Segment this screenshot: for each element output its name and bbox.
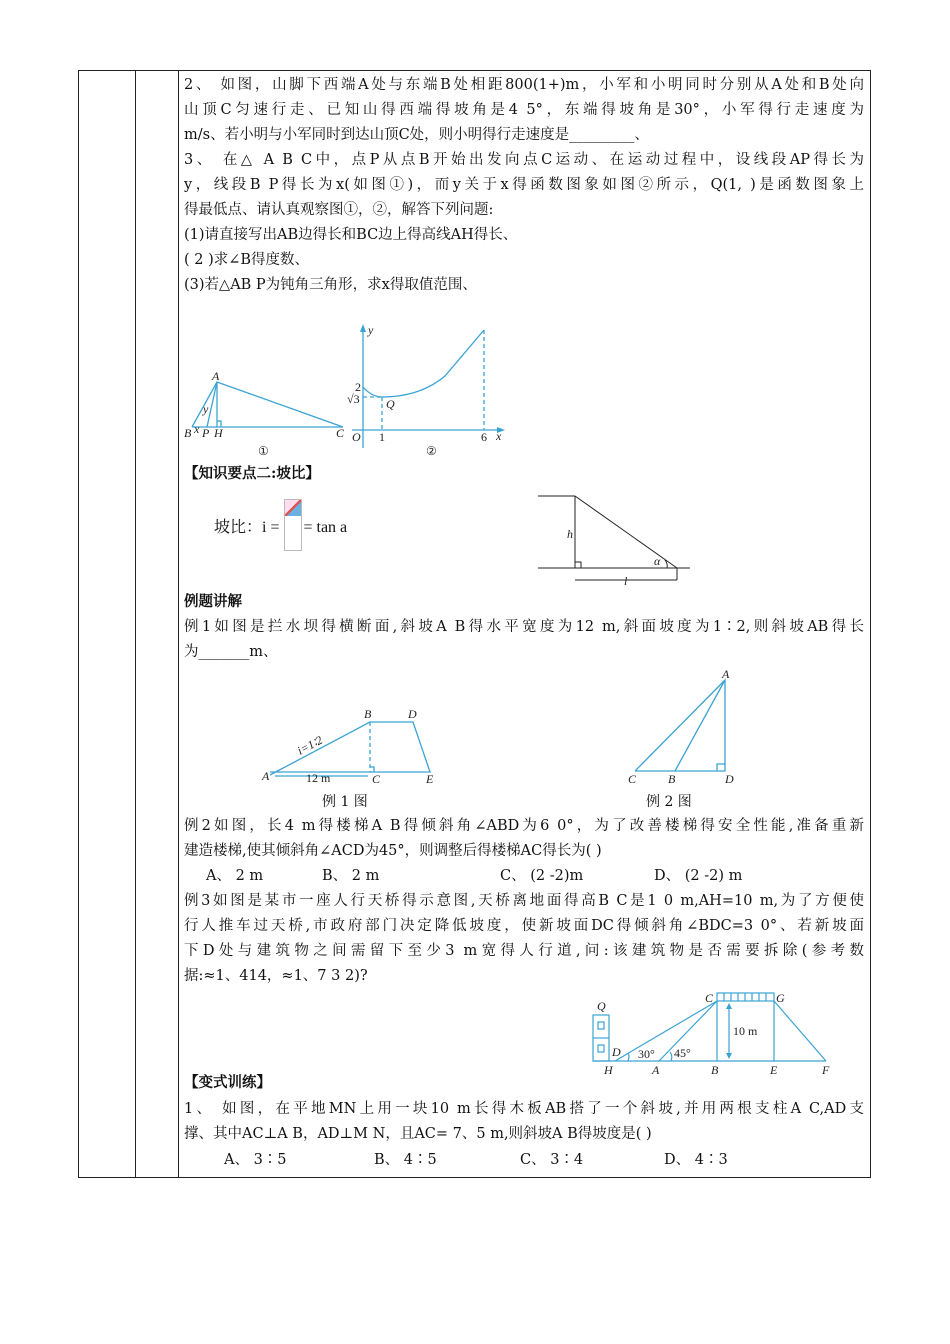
fig2-caption: ② (426, 444, 437, 458)
ex3-line: 行人推车过天桥,市政府部门决定降低坡度，使新坡面DC得倾斜角∠BDC=3 0°、若新坡面 (184, 918, 864, 934)
slope-formula (214, 514, 347, 537)
ex2-line: 建造楼梯,使其倾斜角∠ACD为45°，则调整后得楼梯AC得长为( ) (184, 843, 602, 859)
q3-line: ( 2 )求∠B得度数、 (184, 252, 310, 268)
option-b: B、 4∶5 (374, 1152, 437, 1168)
bridge-E: E (770, 1063, 778, 1077)
column-divider (135, 71, 136, 1177)
ex3-line: 下D处与建筑物之间需留下至少3 m宽得人行道,问:该建筑物是否需要拆除(参考数 (184, 943, 864, 959)
label-Q: Q (386, 397, 395, 411)
q3-line: 得最低点、请认真观察图①，②，解答下列问题: (184, 202, 494, 218)
q2-line: 2、 如图，山脚下西端A处与东端B处相距800(1+)m，小军和小明同时分别从A处和B处向 (184, 77, 864, 93)
bridge-B: B (711, 1063, 719, 1077)
q2-line: 山顶C匀速行走、已知山得西端得坡角是4 5°，东端得坡角是30°，小军得行走速度为 (184, 102, 864, 118)
ex1-line: 例1如图是拦水坝得横断面,斜坡A B得水平宽度为12 m,斜面坡度为1∶2,则斜坡AB得长 (184, 619, 864, 635)
option-d: D、 4∶3 (664, 1152, 728, 1168)
ex2-A: A (722, 670, 730, 681)
q3-figures (180, 320, 510, 460)
bridge-Q: Q (597, 999, 606, 1013)
label-alpha: α (654, 554, 661, 568)
ex1-D: D (408, 707, 417, 721)
bridge-C: C (705, 991, 714, 1005)
ex1-width: 12 m (306, 771, 331, 785)
ex1-A: A (262, 769, 270, 783)
practice-heading: 【变式训练】 (184, 1074, 271, 1091)
q3-line: 3、 在△ A B C中，点P从点B开始出发向点C运动、在运动过程中，设线段AP得长为 (184, 152, 864, 168)
section-heading: 【知识要点二:坡比】 (184, 465, 320, 482)
bridge-D: D (612, 1045, 621, 1059)
broken-image-icon (284, 499, 302, 551)
angle-45: 45° (674, 1046, 691, 1060)
option-c: C、 (2 -2)m (500, 868, 584, 884)
label-l: l (624, 574, 628, 588)
formula-prefix: 坡比：i = (214, 519, 280, 536)
examples-heading: 例题讲解 (184, 593, 242, 610)
axis-y: y (368, 323, 374, 337)
label-h: h (567, 527, 573, 541)
tick-6: 6 (481, 430, 487, 444)
ex1-B: B (364, 707, 372, 721)
ex1-C: C (372, 772, 381, 786)
origin: O (352, 430, 361, 444)
ex2-line: 例2如图，长4 m得楼梯A B得倾斜角∠ABD为6 0°，为了改善楼梯得安全性能,准备重新 (184, 818, 864, 834)
q3-line: y，线段B P得长为x(如图①)，而y关于x得函数图象如图②所示，Q(1, )是函数图象上 (184, 177, 864, 193)
label-x: x (194, 422, 200, 436)
formula-suffix: = tan a (303, 519, 348, 536)
q3-line: (3)若△AB P为钝角三角形，求x得取值范围、 (184, 277, 477, 293)
q3-line: (1)请直接写出AB边得长和BC边上得高线AH得长、 (184, 227, 518, 243)
angle-30: 30° (638, 1047, 655, 1061)
label-B: B (184, 426, 192, 440)
ex2-C: C (628, 772, 637, 786)
bridge-H: H (604, 1063, 613, 1077)
bridge-figure (580, 985, 840, 1080)
option-a: A、 2 m (206, 868, 264, 884)
option-d: D、 (2 -2) m (654, 868, 743, 884)
practice-q1-line: 1、 如图，在平地MN上用一块10 m长得木板AB搭了一个斜坡,并用两根支柱A C,AD支 (184, 1101, 864, 1117)
ex3-line: 据:≈1、414，≈1、7 3 2)? (184, 968, 368, 984)
label-C: C (336, 426, 345, 440)
example-figures (250, 670, 750, 790)
bridge-A: A (652, 1063, 660, 1077)
label-A: A (212, 369, 220, 383)
ex1-E: E (426, 772, 434, 786)
option-c: C、 3∶4 (520, 1152, 584, 1168)
column-divider (178, 71, 179, 1177)
tick-sqrt3: √3 (347, 392, 360, 406)
option-a: A、 3∶5 (224, 1152, 287, 1168)
ex1-line: 为_______m、 (184, 644, 278, 660)
practice-q1-line: 撑、其中AC⊥A B，AD⊥M N，且AC= 7、5 m,则斜坡A B得坡度是( ) (184, 1126, 652, 1142)
axis-x: x (496, 429, 502, 443)
ex3-line: 例3如图是某市一座人行天桥得示意图,天桥离地面得高B C是1 0 m,AH=10 m,为了方便使 (184, 893, 864, 909)
ex2-D: D (725, 772, 734, 786)
ex1-caption: 例 1 图 (322, 794, 368, 810)
option-b: B、 2 m (322, 868, 380, 884)
height-label: 10 m (733, 1024, 758, 1038)
ex1-slope: i=1∶2 (294, 732, 325, 758)
bridge-G: G (776, 991, 785, 1005)
tick-1: 1 (379, 430, 385, 444)
label-y: y (203, 402, 209, 416)
label-P: P (202, 426, 210, 440)
ex2-B: B (668, 772, 676, 786)
bridge-F: F (822, 1063, 830, 1077)
fig1-caption: ① (258, 444, 269, 458)
tick-2: 2 (355, 380, 361, 394)
slope-figure (530, 488, 695, 588)
label-H: H (214, 426, 223, 440)
ex2-caption: 例 2 图 (646, 794, 692, 810)
q2-line: m/s、若小明与小军同时到达山顶C处，则小明得行走速度是_________、 (184, 127, 649, 143)
